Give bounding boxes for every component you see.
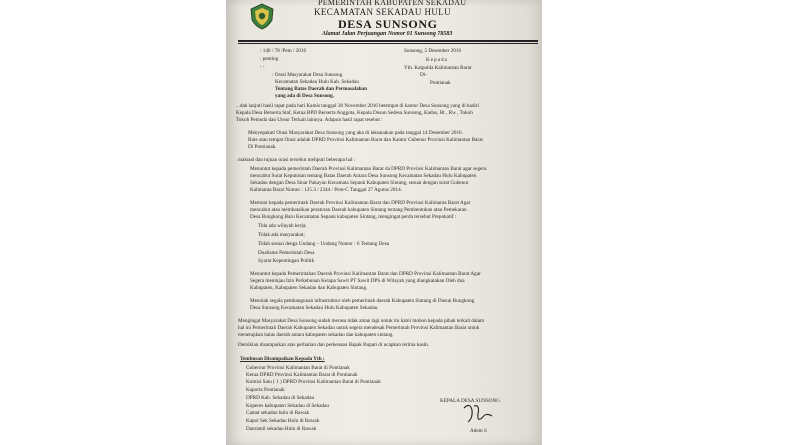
body-m3-a: Menuntut kepada Pemerintahan Daerah Provinsi Kalimantan Barat dan DPRD Provinsi Kalimantan Barat Agar bbox=[250, 271, 481, 277]
body-m4-a: Menolak segala pembangunan infrastruktur oleh pemerintah daerah Kabupaten Sintang di Dusun Bungkong bbox=[250, 298, 475, 304]
body-m2-c: Desa Bungkong Baru Kecamatan Sepauk kabupaten Sintang, mengingat perda tersebut Prepokatif : bbox=[250, 214, 457, 220]
body-m2-a: Memunt kepada pemerintah Daerah Provinsi Kalimantan Barat dan DPRD Provinsi Kalimanta Barat Agar bbox=[250, 200, 471, 206]
header-address: Alamat Jalan Perjuangan Nomor 01 Sunsong 78583 bbox=[322, 31, 453, 37]
body-p1-b: Kepala Desa Berserta Staf, Ketua BPD Berserta Anggota, Kepala Dusun Sedesa Sunsong, Kadus, Rt , Rw , Tokoh bbox=[236, 110, 473, 116]
body-m4-b: Desa Sunsong Kecamatan Sekadau Hulu Kabupaten Sekadau. bbox=[250, 305, 379, 311]
body-p1-c: Tokoh Pemuda dan Unsur Terkait lainnya. Adapun hasil rapat tesebut : bbox=[236, 117, 383, 123]
body-p1-a: ...dak lanjuti hasil rapat pada hari Kamis tanggal 30 November 2016 betempat di kantor Desa Sunsong yang di hadiri bbox=[236, 103, 480, 109]
meta-to-3: Pontianak bbox=[430, 80, 451, 86]
body-m1-a: Menuntut kepada pemerintah Daerah Provinsi Kalimantan Barat da DPRD Provinsi Kalimantan Barat agar segera bbox=[250, 166, 487, 172]
meta-to-1: Yth. Kalpolda Kalimantan Barat bbox=[404, 65, 472, 71]
body-m1-d: Kalimanta Barat Nomor : 125.3 / 2344 / Pem-C Tanggal 27 Agutus 2014. bbox=[250, 187, 402, 193]
tembusan-item: Camat sekadau hulu di Rawak bbox=[246, 410, 310, 416]
body-a2-a: Rute atau tempat Orasi adalah DPRD Provinsi Kalimantan Barat dan Kantor Gubenur Provinsi Kalimantan Barat bbox=[248, 137, 483, 143]
body-r3: Tidah sesuai denga Undang – Undang Nomor : 6 Tentang Desa bbox=[258, 241, 390, 247]
tembusan-item: Kaporta Pontianak bbox=[246, 387, 285, 393]
regency-emblem-logo bbox=[248, 2, 276, 30]
body-m1-c: Sekadau dengan Desa Sinar Pakayau Kecamata Sepauk Kabupaten Sintang, sesuai dengan surat Gubenur bbox=[250, 180, 469, 186]
meta-hal-3: Tentang Batas Daerah dan Permasalahan bbox=[275, 86, 368, 92]
header-line-1: PEMERINTAH KABUPATEN SEKADAU bbox=[318, 0, 467, 7]
handwritten-signature bbox=[458, 400, 498, 426]
meta-to-2: Di- bbox=[420, 72, 427, 78]
tembusan-item: Gubernur Provinsi Kalimantan Barat di Pontianak bbox=[246, 365, 350, 371]
body-m1-b: mencabut Surat Keputusan tentang Batas Daerah Antara Desa Sunsong Kecamatan Sekadau Hulu Kabupaten bbox=[250, 173, 477, 179]
signature-name: Adem S bbox=[470, 428, 487, 434]
meta-nomor: : 140 / 78 /Pem / 2016 bbox=[260, 48, 307, 54]
tembusan-item: Danramil sekadau Hulu di Rawak bbox=[246, 426, 317, 432]
body-c2: Demikian disampaikan atas perhatian dan perkenaan Bapak Bupati di ucapkan terima kasih. bbox=[238, 342, 430, 348]
body-a2-b: Di Pontianak. bbox=[248, 144, 277, 150]
body-c1-c: menetapkan batas daerah antara kabupaten sekadau dan kabupaten sintang. bbox=[238, 332, 394, 338]
body-a1: Menyepakati Orasi Masyarakat Desa Sunsong yang aka di laksanakan pada tanggal 14 Desember 2016. bbox=[248, 130, 463, 136]
body-r4: Dualisme Pemerintah Desa bbox=[258, 250, 315, 256]
meta-hal-2: Kecamatan Sekadau Hulu Kab. Sekadau bbox=[275, 79, 359, 85]
meta-lampiran: : - bbox=[260, 64, 265, 70]
body-r1: Tida ada wilayah kerja; bbox=[258, 223, 307, 229]
signature-title: KEPALA DESA SUNSONG bbox=[440, 398, 501, 404]
header-rule-thick bbox=[238, 40, 538, 42]
tembusan-item: Koperes kabupaten Sekadau di Sekadau bbox=[246, 403, 329, 409]
tembusan-item: DPRD Kab. Sekadau di Sekadau bbox=[246, 395, 315, 401]
body-c1-b: hal ini Pemerintah Daerah Kabupaten Sekadau untuk segera mendesak Pemerintah Provinsi Kalimantan Barat untuk bbox=[238, 325, 480, 331]
body-r2: Tidak ada masyarakat; bbox=[258, 232, 305, 238]
body-m0: maksud dan tujuan orasi tersebut meliputi beberapa hal : bbox=[238, 157, 356, 163]
body-m3-b: Segera meninjau Izin Perkebunan Kelapa Sawit PT Sawit DPS di Wilayah yang diangkatakan Oleh dua bbox=[250, 278, 465, 284]
body-c1-a: Mengingat Masyarakat Desa Sunsong sudah merasa tidak aman lagi untuk itu kami mohon kepada pihak terkait dalam bbox=[238, 318, 485, 324]
meta-hal-4: yang ada di Desa Sunsong. bbox=[275, 93, 334, 99]
header-rule-thin bbox=[238, 43, 538, 44]
meta-hal-1: : Orasi Masyarakat Desa Sunsong bbox=[272, 72, 343, 78]
meta-sifat: : penting bbox=[260, 56, 279, 62]
body-m2-b: mencabut atau membatalkan peraturan Daerah kabupaten Sintang tentang Pembentukan atau Pemekaran bbox=[250, 207, 467, 213]
header-line-3: DESA SUNSONG bbox=[338, 17, 438, 31]
tembusan-item: Komisi Satu ( 1 ) DPRD Provinsi Kalimantan Barat di Pontianak bbox=[246, 379, 381, 385]
header-line-2: KECAMATAN SEKADAU HULU bbox=[314, 7, 452, 17]
meta-date: Sunsong, 5 Desember 2016 bbox=[404, 48, 462, 54]
tembusan-item: Kapol Sek Sekadau Hulu di Rawak bbox=[246, 418, 320, 424]
tembusan-item: Ketua DPRD Provinsi Kalimantan Barat di Pontianak bbox=[246, 372, 358, 378]
body-m3-c: Kabupaten, Kabupaten Sekadau dan Kabupaten Sintang. bbox=[250, 285, 368, 291]
body-r5: Syarat Kepentingan Politik bbox=[258, 258, 315, 264]
tembusan-title: Tembusan Disampaikan Kepada Yth : bbox=[240, 356, 325, 362]
meta-kepada: Kepada bbox=[426, 57, 448, 63]
letter-paper bbox=[226, 0, 542, 445]
